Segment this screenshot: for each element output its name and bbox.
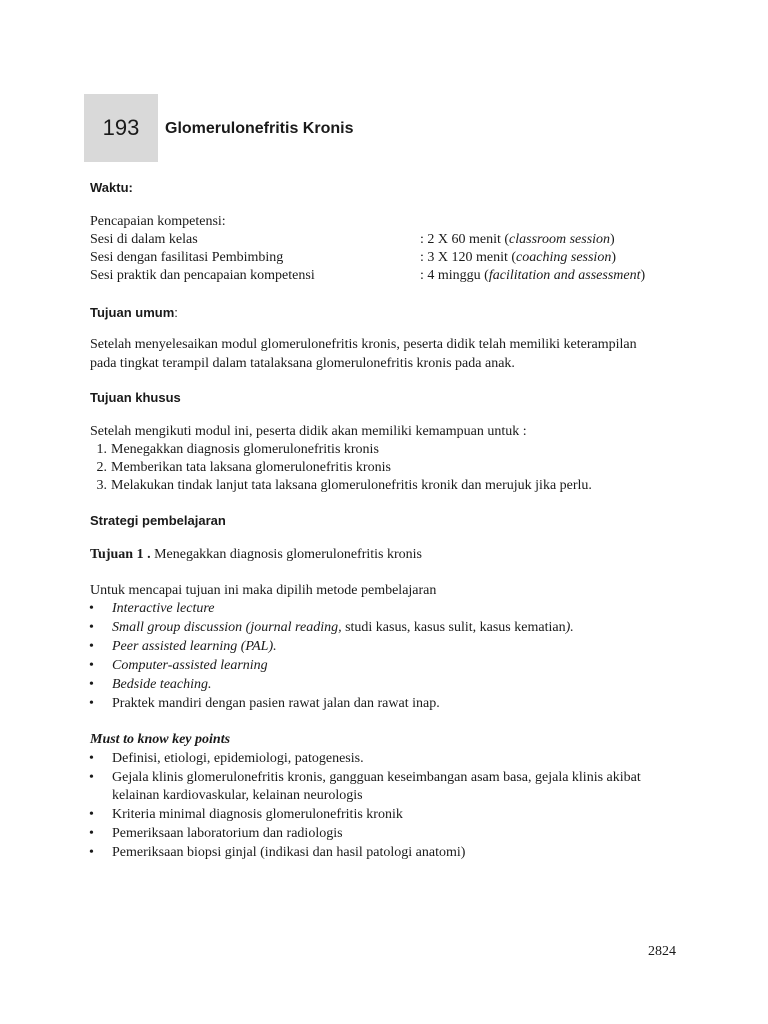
bullet-dot-icon: •: [89, 770, 94, 785]
waktu-row: [90, 249, 690, 267]
waktu-intro: Pencapaian kompetensi:: [90, 214, 226, 229]
waktu-heading: Waktu:: [90, 180, 133, 195]
tujuan-1-line: Tujuan 1 . Menegakkan diagnosis glomerulonefritis kronis: [90, 547, 422, 562]
chapter-number-box: [84, 94, 158, 162]
bullet-dot-icon: •: [89, 696, 94, 711]
tujuan-khusus-intro: Setelah mengikuti modul ini, peserta didik akan memiliki kemampuan untuk :: [90, 424, 527, 439]
waktu-row-label: Sesi di dalam kelas: [90, 232, 198, 247]
tujuan-umum-line: pada tingkat terampil dalam tatalaksana glomerulonefritis kronis pada anak.: [90, 356, 515, 371]
tujuan-umum-line: Setelah menyelesaikan modul glomerulonefritis kronis, peserta didik telah memiliki keterampilan: [90, 337, 637, 352]
key-points-heading: Must to know key points: [90, 732, 231, 747]
bullet-dot-icon: •: [89, 658, 94, 673]
waktu-row: [90, 231, 690, 249]
objective-item: 2. Memberikan tata laksana glomerulonefritis kronis: [96, 460, 391, 475]
waktu-row-value: : 2 X 60 menit (classroom session): [420, 232, 615, 247]
bullet-dot-icon: •: [89, 845, 94, 860]
chapter-title: Glomerulonefritis Kronis: [165, 120, 354, 137]
waktu-row: [90, 267, 690, 285]
bullet-dot-icon: •: [89, 826, 94, 841]
metode-intro: Untuk mencapai tujuan ini maka dipilih metode pembelajaran: [90, 583, 437, 598]
waktu-row-value: : 3 X 120 menit (coaching session): [420, 250, 616, 265]
waktu-row-value: : 4 minggu (facilitation and assessment): [420, 268, 646, 283]
bullet-dot-icon: •: [89, 677, 94, 692]
tujuan-umum-heading: Tujuan umum:: [90, 305, 178, 320]
page-number: 2824: [648, 944, 676, 959]
tujuan-khusus-heading: Tujuan khusus: [90, 390, 181, 405]
bullet-dot-icon: •: [89, 601, 94, 616]
bullet-dot-icon: •: [89, 639, 94, 654]
bullet-dot-icon: •: [89, 807, 94, 822]
waktu-row-label: Sesi dengan fasilitasi Pembimbing: [90, 250, 284, 265]
waktu-row-label: Sesi praktik dan pencapaian kompetensi: [90, 268, 315, 283]
chapter-number: 193: [102, 115, 140, 140]
strategi-heading: Strategi pembelajaran: [90, 513, 226, 528]
bullet-dot-icon: •: [89, 751, 94, 766]
objective-item: 1. Menegakkan diagnosis glomerulonefritis kronis: [96, 442, 379, 457]
objective-item: 3. Melakukan tindak lanjut tata laksana glomerulonefritis kronik dan merujuk jika perlu.: [96, 478, 592, 493]
bullet-dot-icon: •: [89, 620, 94, 635]
